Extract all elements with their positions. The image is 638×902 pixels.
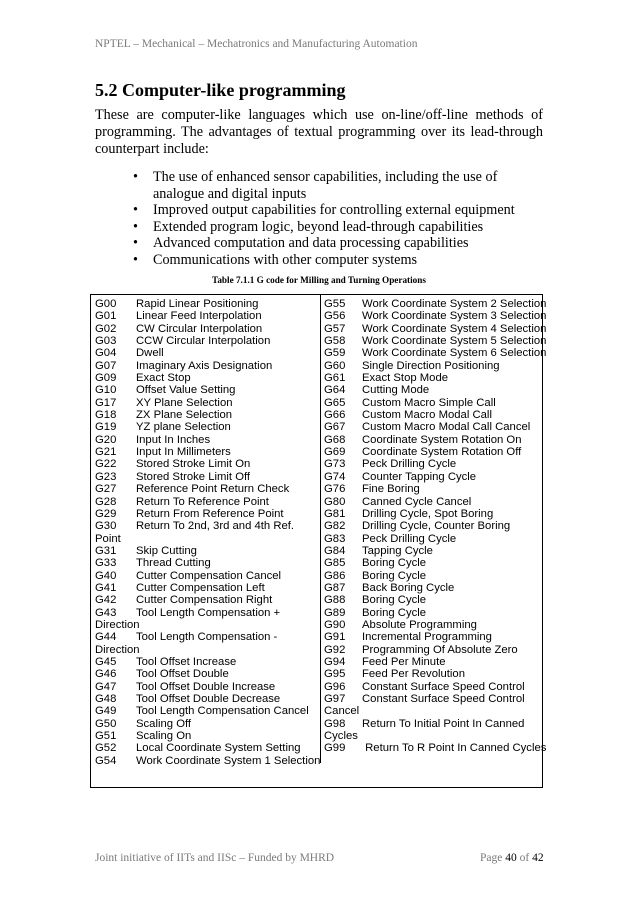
gcode-code: G87 (324, 581, 346, 594)
table-row (324, 310, 547, 323)
gcode-description: Custom Macro Modal Call Cancel (362, 421, 531, 434)
column-divider (320, 295, 321, 763)
gcode-description: Thread Cutting (136, 557, 211, 570)
gcode-code: G44 (95, 631, 117, 644)
gcode-description: Return From Reference Point (136, 507, 284, 520)
gcode-code: G67 (324, 421, 346, 434)
table-row (324, 409, 542, 421)
table-row (324, 397, 542, 409)
gcode-description: Skip Cutting (136, 544, 197, 557)
gcode-description: Cutter Compensation Cancel (136, 569, 282, 582)
gcode-description: Input In Millimeters (136, 446, 231, 459)
gcode-description: Input In Inches (136, 433, 211, 446)
gcode-code: G20 (95, 433, 117, 446)
gcode-code: G42 (95, 594, 117, 607)
footer-credit: Joint initiative of IITs and IISc – Funded by MHRD (95, 852, 335, 864)
gcode-description: Boring Cycle (362, 606, 427, 619)
table-row (95, 409, 316, 421)
table-row (324, 742, 547, 755)
gcode-description: Counter Tapping Cycle (362, 470, 477, 483)
gcode-code: G33 (95, 557, 117, 570)
gcode-code: G29 (95, 507, 117, 520)
table-row (324, 496, 542, 508)
gcode-code: G40 (95, 569, 117, 582)
gcode-code: G50 (95, 717, 117, 730)
gcode-description-continued: Point (95, 532, 121, 545)
gcode-description: Tool Offset Double Increase (136, 680, 276, 693)
gcode-description: Work Coordinate System 2 Selection (362, 298, 547, 310)
gcode-description: Work Coordinate System 3 Selection (362, 310, 547, 323)
gcode-code: G21 (95, 446, 117, 459)
page-header: NPTEL – Mechanical – Mechatronics and Manufacturing Automation (95, 38, 418, 50)
gcode-description: Return To Initial Point In Canned (362, 717, 525, 730)
gcode-code: G47 (95, 680, 117, 693)
gcode-code: G68 (324, 433, 346, 446)
gcode-description: Local Coordinate System Setting (136, 742, 301, 755)
gcode-description: Tool Offset Double (136, 668, 229, 681)
table-row (95, 508, 316, 520)
gcode-description: Back Boring Cycle (362, 581, 455, 594)
table-row (324, 570, 542, 582)
gcode-description: Cutter Compensation Right (136, 594, 273, 607)
gcode-code: G49 (95, 705, 117, 718)
gcode-code: G17 (95, 396, 117, 409)
page-total: 42 (532, 852, 544, 864)
gcode-table (90, 294, 547, 788)
table-row (324, 434, 542, 446)
gcode-description: Work Coordinate System 4 Selection (362, 322, 547, 335)
table-row (95, 335, 316, 347)
list-item: • The use of enhanced sensor capabilities, including the use of analogue and digital inputs (128, 169, 548, 202)
gcode-code: G92 (324, 643, 346, 656)
table-row (324, 582, 542, 594)
gcode-description: CW Circular Interpolation (136, 322, 263, 335)
section-title: 5.2 Computer-like programming (95, 80, 346, 100)
gcode-code: G90 (324, 618, 346, 631)
table-row (324, 421, 542, 433)
gcode-description: Work Coordinate System 6 Selection (362, 347, 547, 360)
gcode-code: G00 (95, 298, 117, 310)
table-row (324, 631, 542, 643)
gcode-description: Dwell (136, 347, 164, 360)
gcode-code: G23 (95, 470, 117, 483)
table-row (95, 372, 316, 384)
list-item: • Improved output capabilities for controlling external equipment (128, 202, 548, 219)
table-row (95, 718, 316, 730)
table-row (324, 693, 542, 705)
table-row (95, 421, 316, 433)
gcode-code: G73 (324, 458, 346, 471)
gcode-description: Custom Macro Modal Call (362, 409, 492, 422)
gcode-description: Constant Surface Speed Control (362, 680, 525, 693)
gcode-description-continued: Cancel (324, 705, 360, 718)
table-row (95, 681, 316, 693)
gcode-description: Canned Cycle Cancel (362, 495, 472, 508)
gcode-code: G03 (95, 335, 117, 348)
table-row (95, 446, 316, 458)
table-row (95, 754, 321, 767)
table-caption: Table 7.1.1 G code for Milling and Turning Operations (212, 275, 426, 285)
gcode-description: CCW Circular Interpolation (136, 335, 271, 348)
gcode-code: G65 (324, 396, 346, 409)
gcode-description: Work Coordinate System 5 Selection (362, 335, 547, 348)
gcode-description: Coordinate System Rotation On (362, 433, 522, 446)
gcode-description: Boring Cycle (362, 557, 427, 570)
gcode-code: G28 (95, 495, 117, 508)
gcode-code: G04 (95, 347, 117, 360)
table-row (95, 483, 316, 495)
gcode-code: G30 (95, 520, 117, 533)
gcode-code: G45 (95, 655, 117, 668)
table-row (95, 471, 316, 483)
gcode-code: G84 (324, 544, 346, 557)
gcode-description: Programming Of Absolute Zero (362, 643, 518, 656)
gcode-description: Cutter Compensation Left (136, 581, 265, 594)
gcode-description: Work Coordinate System 1 Selection (136, 754, 321, 767)
table-row (324, 360, 542, 372)
gcode-code: G54 (95, 754, 117, 767)
table-row (324, 644, 542, 656)
gcode-code: G61 (324, 372, 346, 385)
table-row (95, 705, 316, 717)
gcode-description: Return To 2nd, 3rd and 4th Ref. (136, 520, 295, 533)
gcode-description: Boring Cycle (362, 594, 427, 607)
gcode-code: G91 (324, 631, 346, 644)
gcode-code: G69 (324, 446, 346, 459)
gcode-description: Cutting Mode (362, 384, 430, 397)
table-row (324, 656, 542, 668)
gcode-description: Boring Cycle (362, 569, 427, 582)
table-row (324, 384, 542, 396)
gcode-code: G19 (95, 421, 117, 434)
gcode-code: G01 (95, 310, 117, 323)
gcode-code: G07 (95, 359, 117, 372)
gcode-description: Scaling Off (136, 717, 192, 730)
table-row (324, 483, 542, 495)
gcode-code: G98 (324, 717, 346, 730)
page-current: 40 (505, 852, 517, 864)
table-row (324, 718, 542, 730)
table-row (95, 693, 316, 705)
gcode-code: G64 (324, 384, 346, 397)
gcode-description: Scaling On (136, 730, 192, 743)
gcode-code: G96 (324, 680, 346, 693)
table-row (324, 446, 542, 458)
gcode-code: G74 (324, 470, 346, 483)
gcode-code: G89 (324, 606, 346, 619)
gcode-description: Tool Length Compensation Cancel (136, 705, 309, 718)
gcode-description: Return To Reference Point (136, 495, 269, 508)
gcode-description: Rapid Linear Positioning (136, 298, 259, 310)
gcode-code: G81 (324, 507, 346, 520)
gcode-code: G31 (95, 544, 117, 557)
list-item: • Extended program logic, beyond lead-through capabilities (128, 219, 548, 236)
table-row (324, 681, 542, 693)
gcode-description: Absolute Programming (362, 618, 477, 631)
gcode-code: G43 (95, 606, 117, 619)
gcode-code: G48 (95, 693, 117, 705)
gcode-code: G85 (324, 557, 346, 570)
table-row (324, 347, 547, 360)
table-row (95, 742, 316, 754)
gcode-description: Stored Stroke Limit Off (136, 470, 251, 483)
table-row (324, 668, 542, 680)
gcode-description: Coordinate System Rotation Off (362, 446, 522, 459)
gcode-description: Peck Drilling Cycle (362, 458, 457, 471)
gcode-code: G58 (324, 335, 346, 348)
table-row (324, 335, 547, 348)
list-item: • Communications with other computer systems (128, 252, 548, 269)
gcode-description: Return To R Point In Canned Cycles (362, 742, 547, 755)
table-row (95, 298, 316, 310)
gcode-description: Tapping Cycle (362, 544, 433, 557)
table-row (324, 594, 542, 606)
gcode-description: Stored Stroke Limit On (136, 458, 251, 471)
gcode-code: G94 (324, 655, 346, 668)
advantages-list (128, 169, 548, 268)
table-row (95, 323, 316, 335)
gcode-description: Tool Offset Double Decrease (136, 693, 281, 705)
gcode-description: Peck Drilling Cycle (362, 532, 457, 545)
table-row (324, 533, 542, 545)
gcode-description: Tool Offset Increase (136, 655, 237, 668)
table-row (324, 520, 542, 532)
gcode-description: Drilling Cycle, Spot Boring (362, 507, 494, 520)
table-row (324, 322, 547, 335)
gcode-description: Feed Per Revolution (362, 668, 465, 681)
table-row (324, 557, 542, 569)
gcode-code: G51 (95, 730, 117, 743)
gcode-description-continued: Cycles (324, 730, 358, 743)
gcode-description: Reference Point Return Check (136, 483, 290, 496)
gcode-code: G60 (324, 359, 346, 372)
table-row (324, 619, 542, 631)
gcode-code: G80 (324, 495, 346, 508)
intro-paragraph: These are computer-like languages which use on-line/off-line methods of programming. The advantages of textual programming over its lead-through counterpart include: (95, 107, 543, 157)
table-row (95, 384, 316, 396)
gcode-code: G66 (324, 409, 346, 422)
gcode-column-right (324, 298, 547, 755)
gcode-description-continued: Direction (95, 618, 140, 631)
gcode-description: Incremental Programming (362, 631, 492, 644)
gcode-code: G99 (324, 742, 346, 755)
gcode-code: G46 (95, 668, 117, 681)
gcode-code: G10 (95, 384, 117, 397)
gcode-code: G09 (95, 372, 117, 385)
gcode-code: G88 (324, 594, 346, 607)
table-row (95, 360, 316, 372)
gcode-description: Exact Stop (136, 372, 191, 385)
table-row (95, 397, 316, 409)
gcode-description: Single Direction Positioning (362, 359, 500, 372)
table-row (95, 607, 316, 619)
table-row (95, 557, 316, 569)
table-row (324, 607, 542, 619)
table-row (95, 434, 316, 446)
gcode-code: G22 (95, 458, 117, 471)
gcode-code: G56 (324, 310, 346, 323)
gcode-description: Tool Length Compensation + (136, 606, 281, 619)
gcode-description: Feed Per Minute (362, 655, 446, 668)
gcode-code: G02 (95, 322, 117, 335)
gcode-description: ZX Plane Selection (136, 409, 233, 422)
gcode-description: Imaginary Axis Designation (136, 359, 273, 372)
gcode-description: Linear Feed Interpolation (136, 310, 262, 323)
table-row (95, 347, 316, 359)
gcode-description-continued: Direction (95, 643, 140, 656)
gcode-code: G82 (324, 520, 346, 533)
table-row (95, 594, 316, 606)
table-row (95, 656, 316, 668)
gcode-description: Drilling Cycle, Counter Boring (362, 520, 511, 533)
gcode-code: G55 (324, 298, 346, 310)
gcode-code: G59 (324, 347, 346, 360)
table-row (324, 471, 542, 483)
gcode-description: Custom Macro Simple Call (362, 396, 496, 409)
gcode-code: G52 (95, 742, 117, 755)
gcode-code: G83 (324, 532, 346, 545)
list-item: • Advanced computation and data processing capabilities (128, 235, 548, 252)
table-row (95, 631, 316, 643)
table-row (95, 520, 316, 532)
table-row (324, 508, 542, 520)
gcode-code: G57 (324, 322, 346, 335)
gcode-code: G76 (324, 483, 346, 496)
gcode-description: Tool Length Compensation - (136, 631, 278, 644)
table-row (324, 372, 542, 384)
gcode-description: Constant Surface Speed Control (362, 693, 525, 705)
gcode-code: G41 (95, 581, 117, 594)
gcode-code: G27 (95, 483, 117, 496)
gcode-description: YZ plane Selection (136, 421, 231, 434)
table-row (95, 570, 316, 582)
table-row (324, 458, 542, 470)
table-row (95, 668, 316, 680)
table-row (324, 545, 542, 557)
table-row (95, 496, 316, 508)
table-row (95, 730, 316, 742)
footer-page-number: Page 40 of 42 (480, 852, 544, 864)
table-row (95, 310, 316, 322)
gcode-code: G97 (324, 693, 346, 705)
gcode-description: Fine Boring (362, 483, 420, 496)
gcode-description: Offset Value Setting (136, 384, 236, 397)
table-row (95, 545, 316, 557)
gcode-description: Exact Stop Mode (362, 372, 449, 385)
gcode-column-left (95, 298, 321, 767)
gcode-code: G95 (324, 668, 346, 681)
gcode-description: XY Plane Selection (136, 396, 233, 409)
table-row (324, 298, 547, 310)
gcode-code: G86 (324, 569, 346, 582)
table-row (95, 458, 316, 470)
table-row (95, 582, 316, 594)
gcode-code: G18 (95, 409, 117, 422)
